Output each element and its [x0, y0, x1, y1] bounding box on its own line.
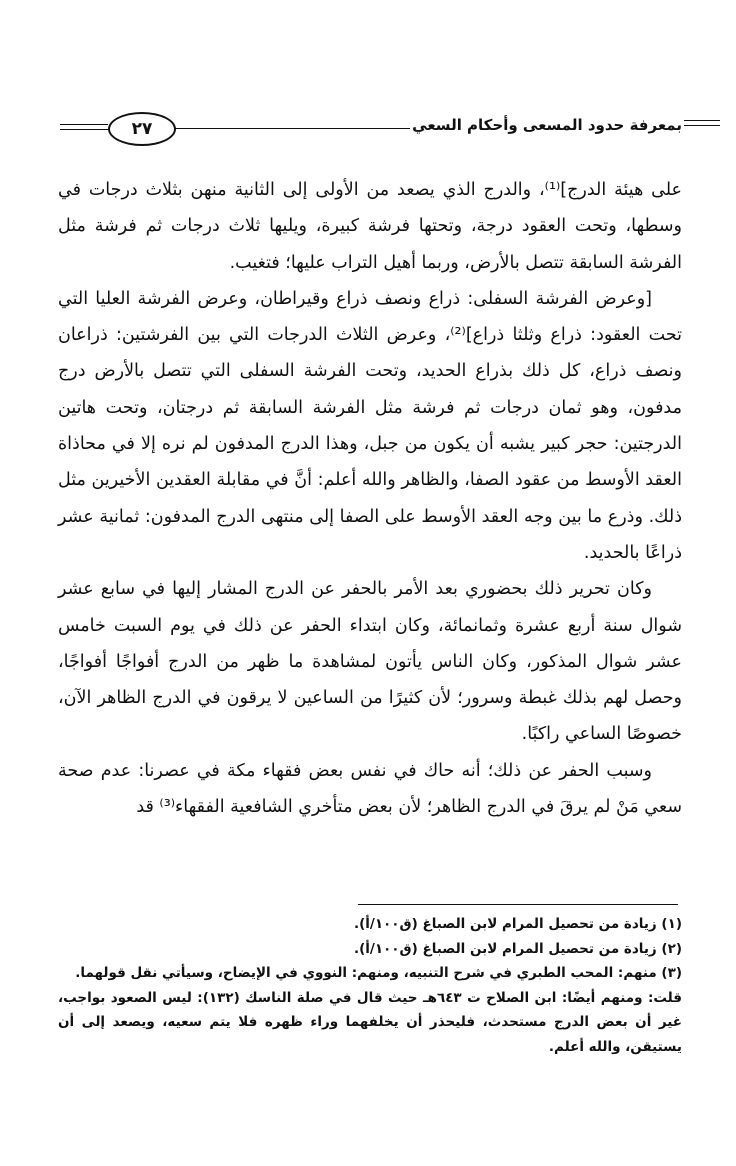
paragraph: وكان تحرير ذلك بحضوري بعد الأمر بالحفر عن الدرج المشار إليها في سابع عشر شوال سنة أربع عشرة وثمانمائة، وكان ابتداء الحفر عن ذلك في يوم السبت خامس عشر شوال المذكور، وكان الناس يأتون لمشاهدة ما ظهر من الدرج أفواجًا أفواجًا، وحصل لهم بذلك غبطة وسرور؛ لأن كثيرًا من الساعين لا يرقون في الدرج الظاهر الآن، خصوصًا الساعي راكبًا.	[58, 579, 682, 745]
running-title: بمعرفة حدود المسعى وأحكام السعي	[412, 116, 682, 134]
header-rule-right	[684, 120, 720, 121]
header-rule-right	[684, 125, 720, 126]
header-rule-middle	[174, 128, 410, 129]
header-rule-left	[60, 124, 108, 125]
paragraph: وسبب الحفر عن ذلك؛ أنه حاك في نفس بعض فقهاء مكة في عصرنا: عدم صحة سعي مَنْ لم يرقَ في الدرج الظاهر؛ لأن بعض متأخري الشافعية الفقهاء⁽³⁾ قد	[58, 760, 682, 818]
footnote: (١) زيادة من تحصيل المرام لابن الصباغ (ق١٠٠/أ).	[353, 916, 682, 932]
footnotes	[58, 912, 682, 1059]
paragraph: على هيئة الدرج]⁽¹⁾، والدرج الذي يصعد من الأولى إلى الثانية منهن بثلاث درجات في وسطها، وتحت العقود درجة، وتحتها فرشة كبيرة، ويليها ثلاث درجات ثم فرشة مثل الفرشة السابقة تتصل بالأرض، وربما أهيل التراب عليها؛ فتغيب.	[58, 180, 682, 273]
page-number-badge	[108, 112, 176, 146]
paragraph: [وعرض الفرشة السفلى: ذراع ونصف ذراع وقيراطان، وعرض الفرشة العليا التي تحت العقود: ذراع وثلثا ذراع]⁽²⁾، وعرض الثلاث الدرجات التي بين الفرشتين: ذراعان ونصف ذراع، كل ذلك بذراع الحديد، وتحت الفرشة السفلى التي تتصل بالأرض درج مدفون، وهو ثمان درجات ثم فرشة مثل الفرشة السابقة ثم درجتان، وتحت هاتين الدرجتين: حجر كبير يشبه أن يكون من جبل، وهذا الدرج المدفون لم نره إلا في محاذاة العقد الأوسط من عقود الصفا، والظاهر والله أعلم: أنَّ في مقابلة العقدين الأخيرين مثل ذلك. وذرع ما بين وجه العقد الأوسط على الصفا إلى منتهى الدرج المدفون: ثمانية عشر ذراعًا بالحديد.	[58, 288, 682, 563]
footnote: قلت: ومنهم أيضًا: ابن الصلاح ت ٦٤٣هـ حيث قال في صلة الناسك (١٣٢): ليس الصعود بواجب، غير أن بعض الدرج مستحدث، فليحذر أن يخلفهما وراء ظهره فلا يتم سعيه، ويصعد إلى أن يستيقن، والله أعلم.	[58, 989, 682, 1055]
main-text	[58, 172, 682, 825]
footnote-separator	[358, 904, 678, 905]
footnote: (٢) زيادة من تحصيل المرام لابن الصباغ (ق١٠٠/أ).	[353, 940, 682, 957]
header-rule-left	[60, 129, 108, 130]
running-header	[60, 108, 682, 148]
page-number: ٢٧	[131, 119, 153, 139]
footnote: (٣) منهم: المحب الطبري في شرح التنبيه، ومنهم: النووي في الإيضاح، وسيأتي نقل قولهما.	[75, 965, 682, 981]
